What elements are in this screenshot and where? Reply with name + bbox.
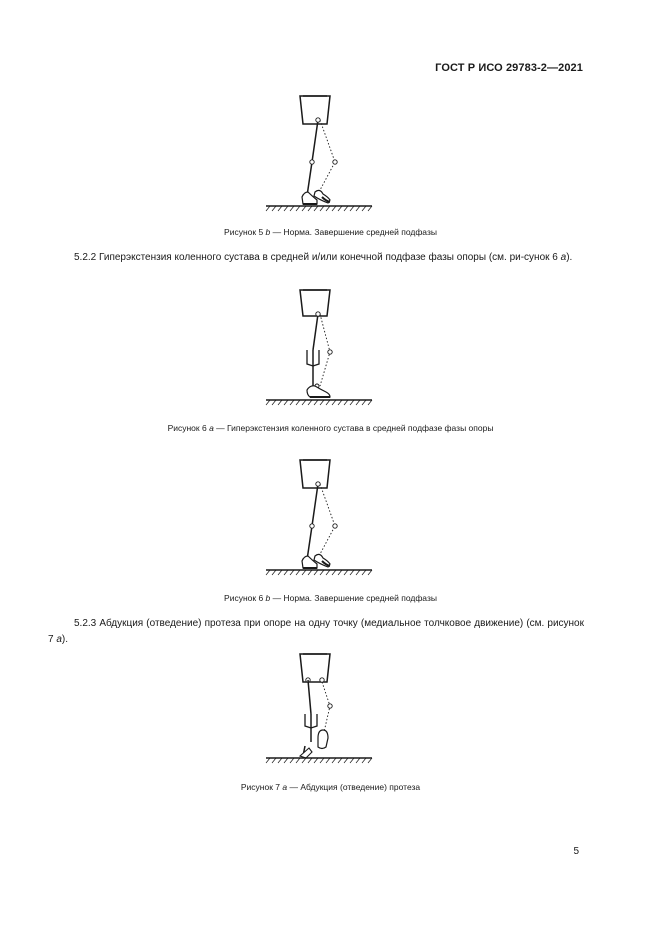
figure-6b-caption: Рисунок 6 b — Норма. Завершение средней подфазы (224, 593, 437, 603)
section-5-2-3-paragraph: 5.2.3 Абдукция (отведение) протеза при опоре на одну точку (медиальное толчковое движение) (см. рисунок 7 a). (48, 618, 584, 645)
document-header: ГОСТ Р ИСО 29783-2—2021 (435, 62, 583, 74)
figure-6b-illustration (260, 452, 380, 582)
figure-6a-illustration (260, 284, 380, 410)
figure-7a-illustration (260, 648, 380, 770)
section-5-2-2-paragraph: 5.2.2 Гиперэкстензия коленного сустава в средней и/или конечной подфазе фазы опоры (см. ри-сунок 6 a). (74, 252, 573, 263)
figure-5b-caption: Рисунок 5 b — Норма. Завершение средней подфазы (224, 227, 437, 237)
figure-6a-caption: Рисунок 6 a — Гиперэкстензия коленного сустава в средней подфазе фазы опоры (167, 423, 494, 433)
page-number: 5 (573, 846, 579, 857)
figure-7a-caption: Рисунок 7 a — Абдукция (отведение) протеза (240, 782, 421, 792)
figure-5b-illustration (260, 88, 380, 214)
